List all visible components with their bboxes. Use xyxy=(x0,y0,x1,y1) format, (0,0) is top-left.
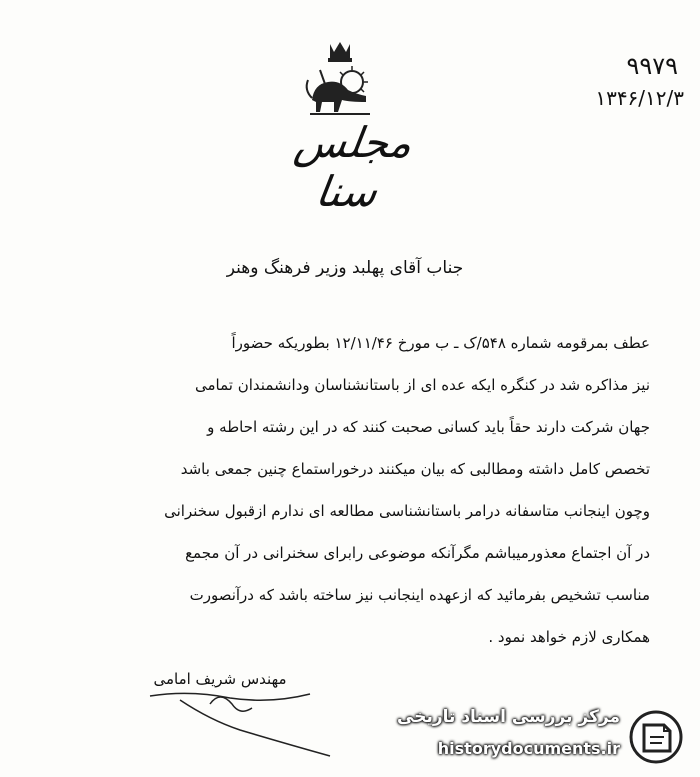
body-line: مناسب تشخیص بفرمائید که ازعهده اینجانب نیز ساخته باشد که درآنصورت xyxy=(189,586,650,604)
senate-title: مجلس سنا xyxy=(291,118,416,216)
archive-watermark xyxy=(397,701,690,771)
handwritten-signature xyxy=(120,660,350,760)
watermark-url: historydocuments.ir xyxy=(437,739,620,758)
body-line: جهان شرکت دارند حقاً باید کسانی صحبت کنند که در این رشته احاطه و xyxy=(207,418,650,436)
file-date: ۱۳۴۶/۱۲/۳ xyxy=(595,86,684,110)
file-number: ۹۹۷۹ xyxy=(626,52,678,80)
body-line: تخصص کامل داشته ومطالبی که بیان میکنند درخوراستماع چنین جمعی باشد xyxy=(180,460,650,478)
archive-logo-icon xyxy=(628,709,684,765)
body-line: در آن اجتماع معذورمیباشم مگرآنکه موضوعی رابرای سخنرانی در آن مجمع xyxy=(185,544,650,562)
addressee-line: جناب آقای پهلبد وزیر فرهنگ وهنر xyxy=(226,258,464,278)
body-line: عطف بمرقومه شماره ۵۴۸/ک ـ ب مورخ ۱۲/۱۱/۴۶ بطوریکه حضوراً xyxy=(231,334,650,352)
lion-and-sun-emblem xyxy=(300,40,380,118)
body-line: نیز مذاکره شد در کنگره ایکه عده ای از باستانشناسان ودانشمندان تمامی xyxy=(195,376,650,394)
watermark-name: مرکز بررسی اسناد تاریخی xyxy=(397,707,620,727)
body-line: همکاری لازم خواهد نمود . xyxy=(488,628,650,646)
signer-name: مهندس شریف امامی xyxy=(153,670,287,688)
body-line: وچون اینجانب متاسفانه درامر باستانشناسی مطالعه ای ندارم ازقبول سخنرانی xyxy=(164,502,650,520)
letter-body xyxy=(40,322,650,658)
